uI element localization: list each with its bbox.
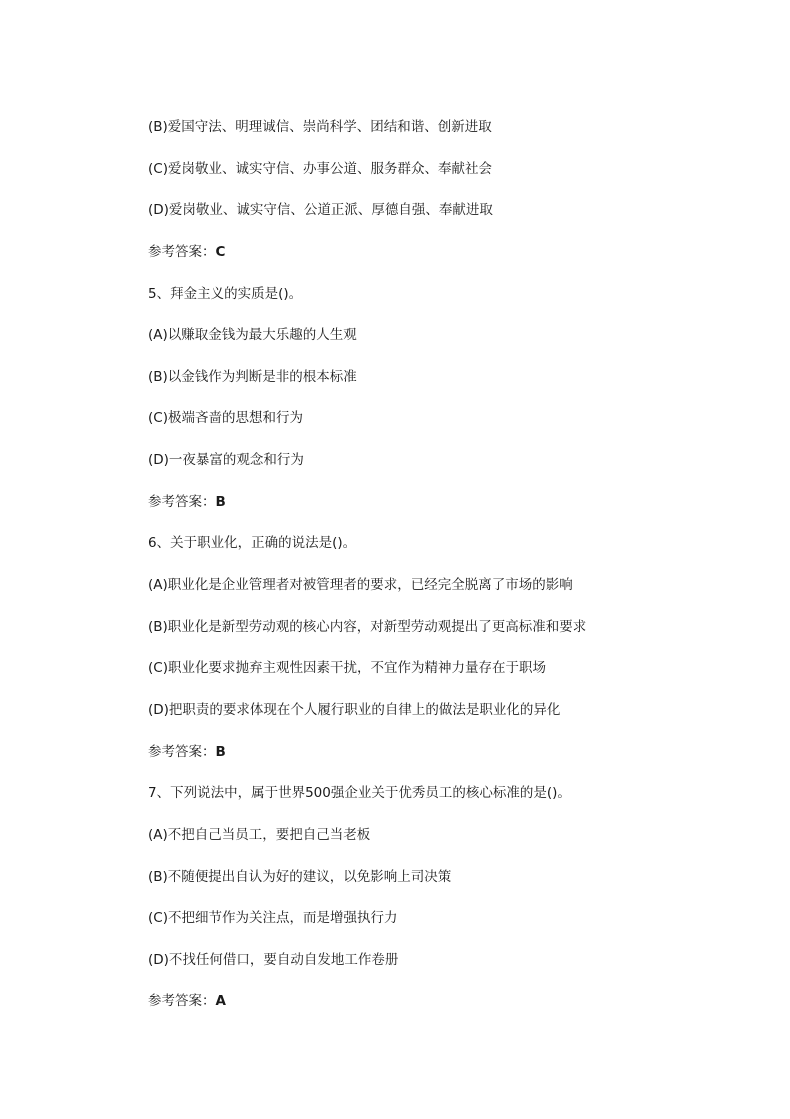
answer-value: A [215, 993, 226, 1010]
answer-line [148, 482, 748, 524]
option-d: (D)一夜暴富的观念和行为 [148, 452, 304, 469]
option-d: (D)爱岗敬业、诚实守信、公道正派、厚德自强、奉献进取 [148, 202, 493, 219]
answer-line [148, 981, 748, 1023]
option-c: (C)不把细节作为关注点，而是增强执行力 [148, 910, 398, 927]
question-6: 6、关于职业化，正确的说法是()。 [148, 535, 357, 552]
option-a: (A)职业化是企业管理者对被管理者的要求，已经完全脱离了市场的影响 [148, 577, 573, 594]
answer-value: C [215, 243, 226, 260]
answer-label: 参考答案： [148, 493, 216, 510]
option-c: (C)爱岗敬业、诚实守信、办事公道、服务群众、奉献社会 [148, 160, 492, 177]
answer-label: 参考答案： [148, 743, 216, 760]
question-5: 5、拜金主义的实质是()。 [148, 285, 303, 302]
answer-value: B [215, 493, 226, 510]
option-d: (D)不找任何借口，要自动自发地工作卷册 [148, 951, 399, 968]
answer-label: 参考答案： [148, 243, 216, 260]
answer-value: B [215, 743, 226, 760]
option-b: (B)爱国守法、明理诚信、崇尚科学、团结和谐、创新进取 [148, 119, 492, 135]
option-d: (D)把职责的要求体现在个人履行职业的自律上的做法是职业化的异化 [148, 701, 561, 718]
answer-label: 参考答案： [148, 993, 216, 1010]
document-page [148, 107, 748, 1023]
option-a: (A)不把自己当员工，要把自己当老板 [148, 826, 371, 843]
option-b: (B)不随便提出自认为好的建议，以免影响上司决策 [148, 868, 452, 885]
question-7: 7、下列说法中，属于世界500强企业关于优秀员工的核心标准的是()。 [148, 785, 571, 802]
option-b: (B)职业化是新型劳动观的核心内容，对新型劳动观提出了更高标准和要求 [148, 618, 587, 635]
answer-line [148, 732, 748, 774]
option-c: (C)极端吝啬的思想和行为 [148, 410, 303, 427]
answer-line [148, 232, 748, 274]
option-a: (A)以赚取金钱为最大乐趣的人生观 [148, 327, 357, 344]
option-b: (B)以金钱作为判断是非的根本标准 [148, 368, 357, 385]
option-c: (C)职业化要求抛弃主观性因素干扰，不宜作为精神力量存在于职场 [148, 660, 546, 677]
